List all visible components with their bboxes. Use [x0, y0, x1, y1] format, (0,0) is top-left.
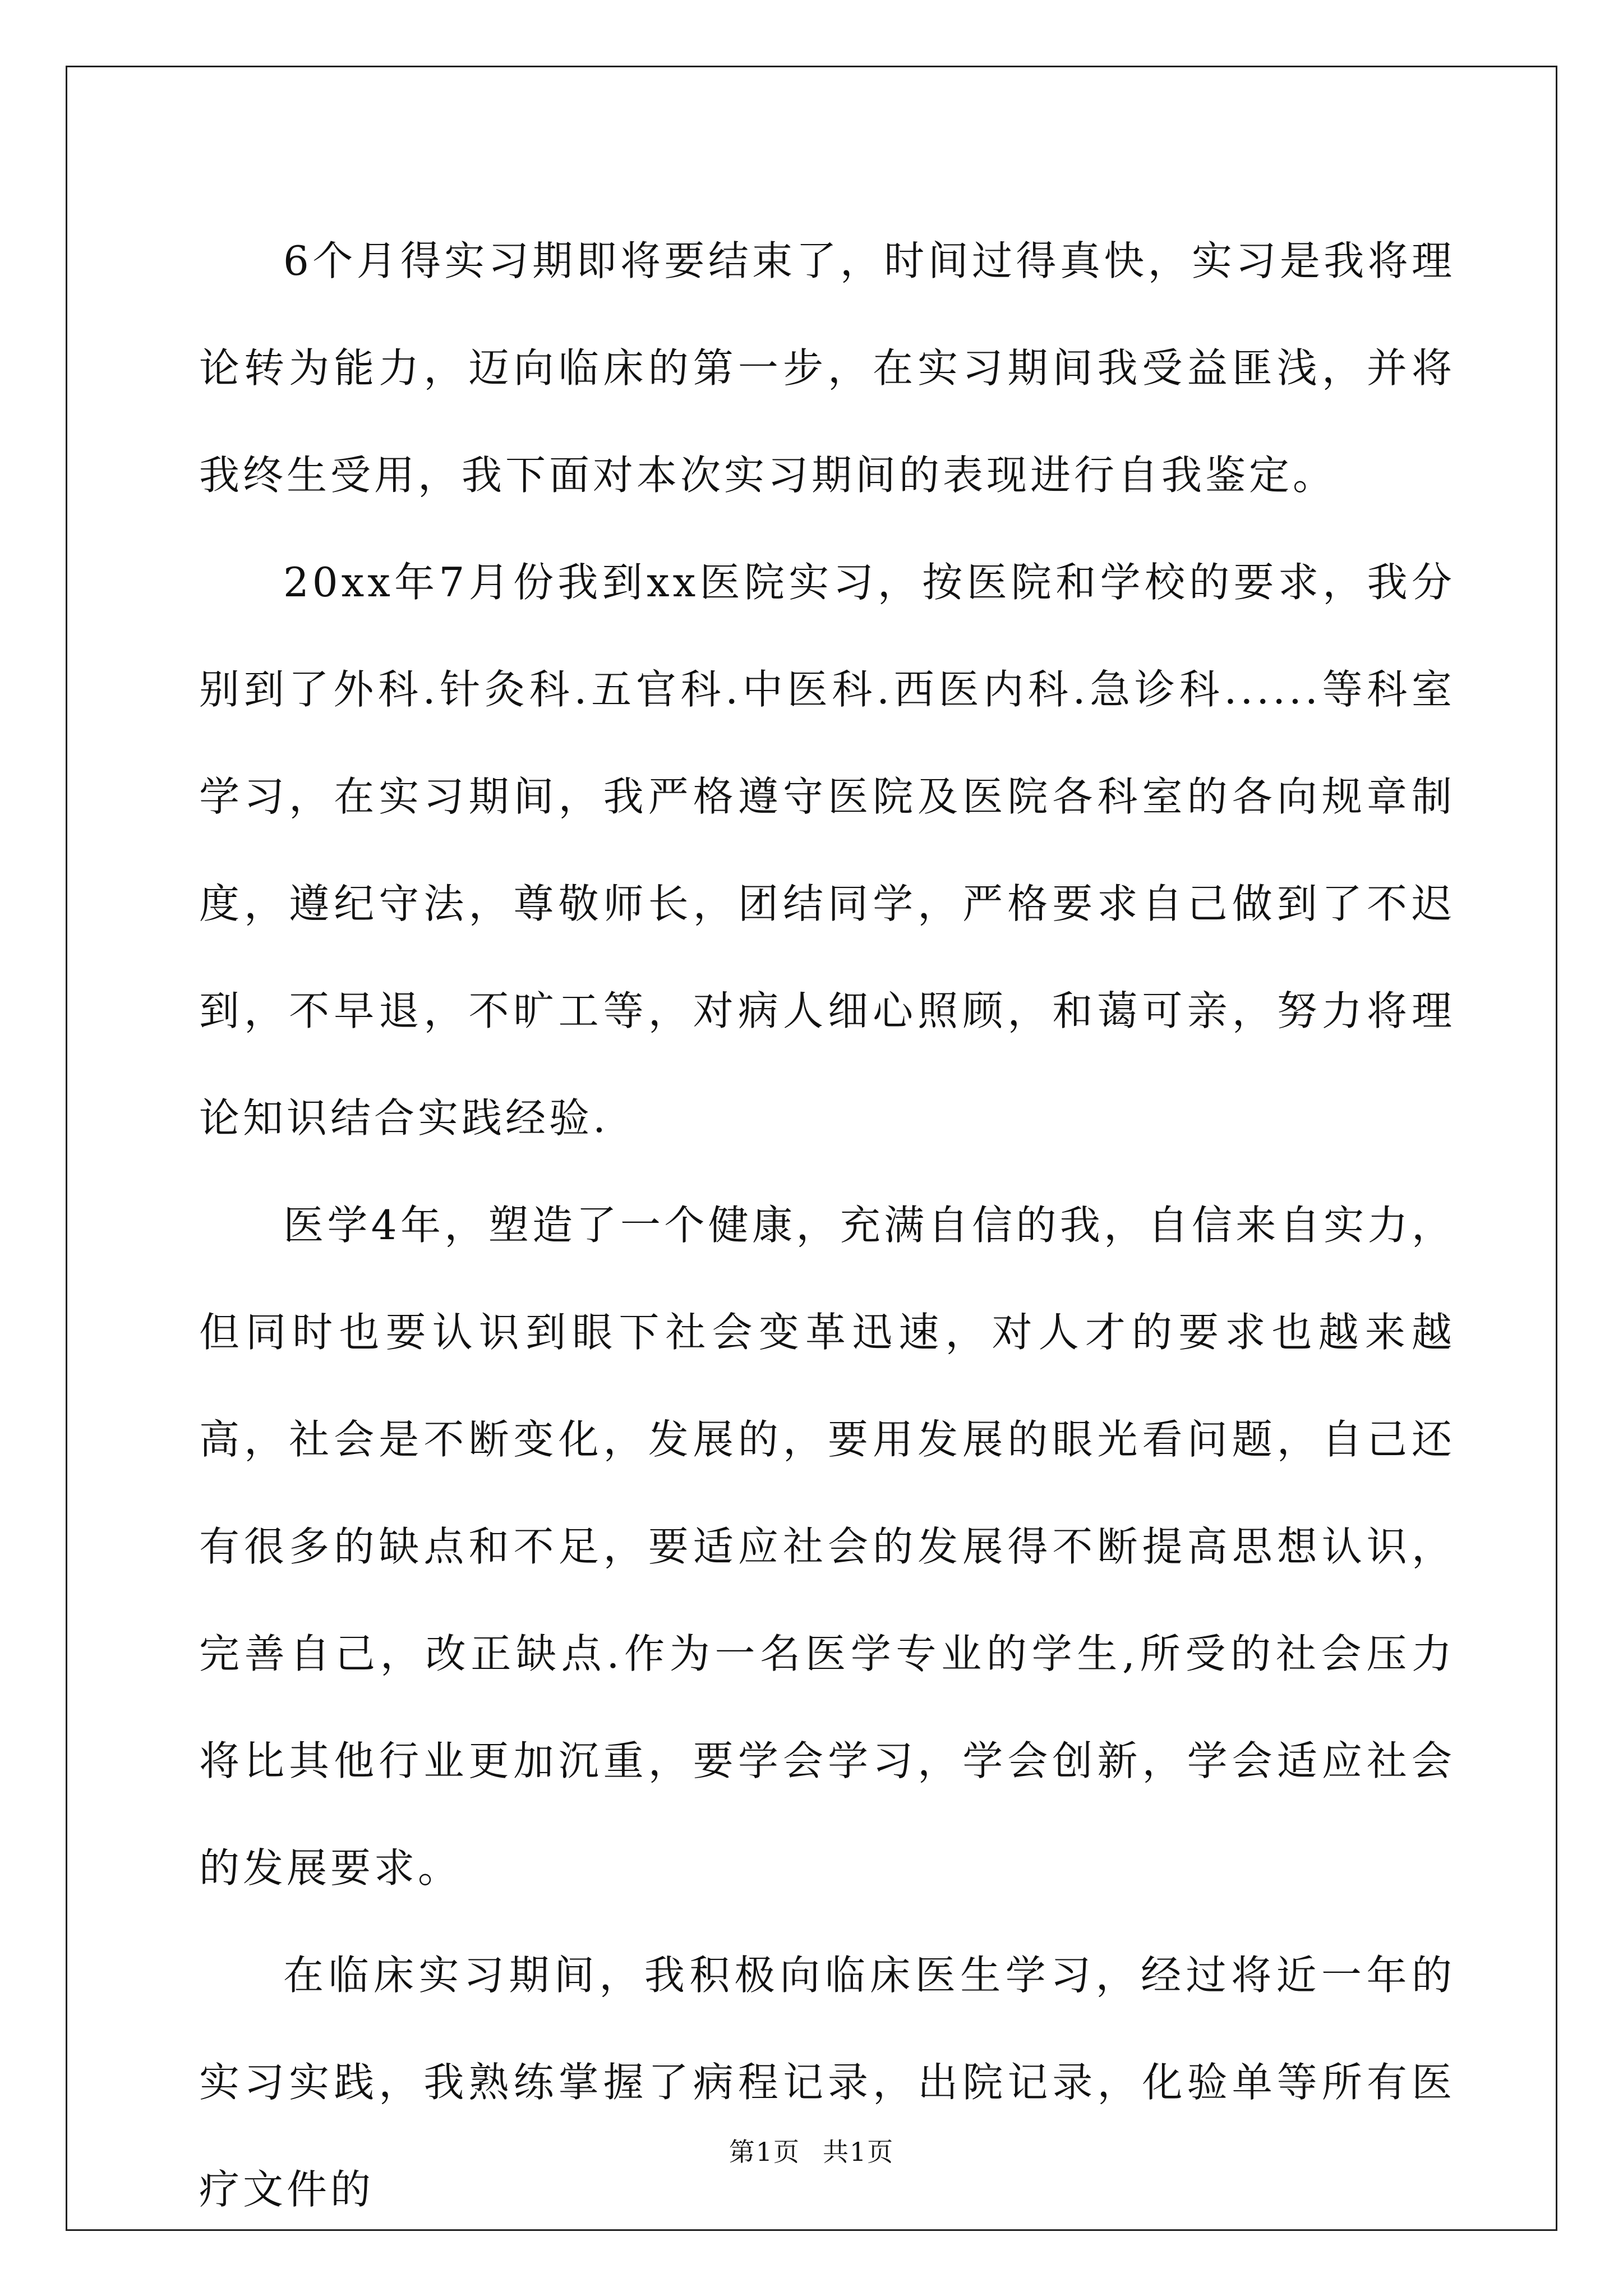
page-number: 第1页	[728, 2137, 800, 2167]
paragraph-1: 6个月得实习期即将要结束了，时间过得真快，实习是我将理论转为能力，迈向临床的第一步，在实习期间我受益匪浅，并将我终生受用，我下面对本次实习期间的表现进行自我鉴定。	[199, 237, 1455, 499]
paragraph-3: 医学4年，塑造了一个健康，充满自信的我，自信来自实力，但同时也要认识到眼下社会变革迅速，对人才的要求也越来越高，社会是不断变化，发展的，要用发展的眼光看问题，自己还有很多的缺点和不足，要适应社会的发展得不断提高思想认识，完善自己，改正缺点.作为一名医学专业的学生,所受的社会压力将比其他行业更加沉重，要学会学习，学会创新，学会适应社会的发展要求。	[199, 1202, 1455, 1892]
document-body	[199, 208, 1455, 2243]
paragraph-2: 20xx年7月份我到xx医院实习，按医院和学校的要求，我分别到了外科.针灸科.五官科.中医科.西医内科.急诊科......等科室学习，在实习期间，我严格遵守医院及医院各科室的各向规章制度，遵纪守法，尊敬师长，团结同学，严格要求自己做到了不迟到，不早退，不旷工等，对病人细心照顾，和蔼可亲，努力将理论知识结合实践经验.	[199, 559, 1455, 1142]
page-footer	[0, 2132, 1623, 2169]
page-total: 共1页	[823, 2137, 895, 2167]
paragraph-4: 在临床实习期间，我积极向临床医生学习，经过将近一年的实习实践，我熟练掌握了病程记录，出院记录，化验单等所有医疗文件的	[199, 1952, 1455, 2213]
